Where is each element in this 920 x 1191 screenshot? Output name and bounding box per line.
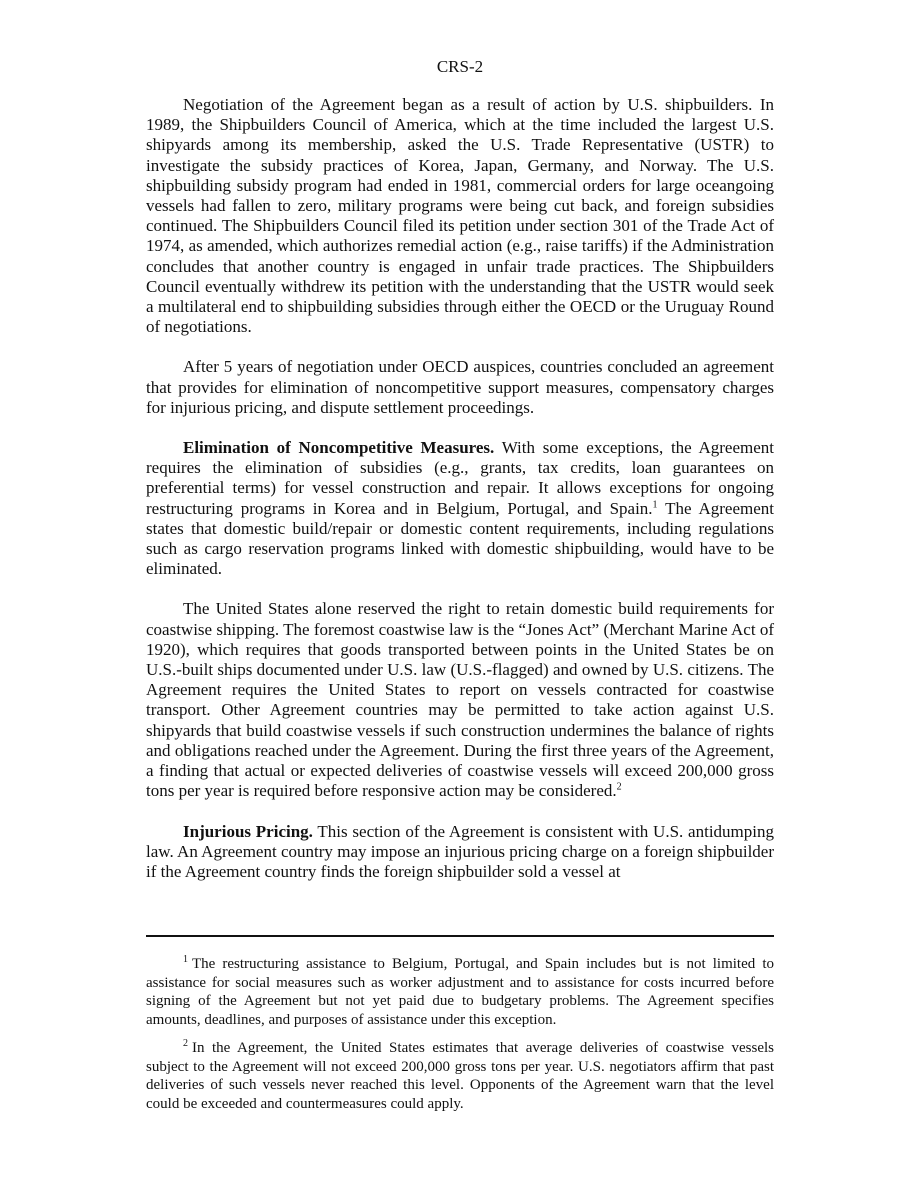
footnote-reference: 2 — [616, 781, 622, 793]
paragraph-text: This section of the Agreement is consistent with U.S. antidumping law. An Agreement country may impose an injurious pricing charge on a foreign shipbuilder if the Agreement country finds the foreign shipbuilder sold a vessel at — [146, 821, 774, 881]
paragraph-text: With some exceptions, the Agreement requires the elimination of subsidies (e.g., grants, tax credits, loan guarantees on preferential terms) for vessel construction and repair. It allows exceptions for ongoing restructuring programs in Korea and in Belgium, Portugal, and Spain. — [146, 438, 774, 518]
footnote-reference: 1 — [652, 499, 658, 510]
footnote-1 — [146, 955, 774, 1029]
paragraph-noncompetitive-measures — [146, 438, 774, 579]
footnote-number: 1 — [183, 954, 188, 965]
paragraph-negotiation-origin — [146, 95, 774, 337]
paragraph-oecd-agreement — [146, 357, 774, 418]
footnote-2 — [146, 1039, 774, 1113]
footnote-separator — [146, 935, 774, 937]
paragraph-jones-act — [146, 599, 774, 801]
footnote-text: In the Agreement, the United States estimates that average deliveries of coastwise vessels subject to the Agreement will not exceed 200,000 gross tons per year. U.S. negotiators affirm that past deliveries of such vessels never reached this level. Opponents of the Agreement warn that the level could be exceeded and countermeasures could apply. — [146, 1040, 774, 1112]
footnote-number: 2 — [183, 1038, 188, 1049]
page-number: CRS-2 — [436, 57, 484, 76]
section-heading-injurious-pricing: Injurious Pricing. — [183, 821, 313, 841]
footnotes — [146, 955, 774, 1123]
body-text — [146, 95, 774, 902]
footnote-text: The restructuring assistance to Belgium, Portugal, and Spain includes but is not limited to assistance for social measures such as worker adjustment and to assistance for costs incurred before signing of the Agreement but not yet paid due to budgetary problems. The Agreement specifies amounts, deadlines, and purposes of assistance under this exception. — [146, 956, 774, 1028]
paragraph-injurious-pricing — [146, 822, 774, 883]
paragraph-text: The United States alone reserved the right to retain domestic build requirements for coastwise shipping. The foremost coastwise law is the “Jones Act” (Merchant Marine Act of 1920), which requires that goods transported between points in the United States be on U.S.-built ships documented under U.S. law (U.S.-flagged) and owned by U.S. citizens. The Agreement requires the United States to report on vessels contracted for coastwise transport. Other Agreement countries may be permitted to take action against U.S. shipyards that build coastwise vessels if such construction undermines the balance of rights and obligations reached under the Agreement. During the first three years of the Agreement, a finding that actual or expected deliveries of coastwise vessels will exceed 200,000 gross tons per year is required before responsive action may be considered. — [146, 599, 774, 801]
section-heading-noncompetitive-measures: Elimination of Noncompetitive Measures. — [183, 438, 495, 458]
paragraph-text: Negotiation of the Agreement began as a result of action by U.S. shipbuilders. In 1989, the Shipbuilders Council of America, which at the time included the largest U.S. shipyards among its membership, asked the U.S. Trade Representative (USTR) to investigate the subsidy practices of Korea, Japan, Germany, and Norway. The U.S. shipbuilding subsidy program had ended in 1981, commercial orders for large oceangoing vessels had fallen to zero, military programs were being cut back, and foreign subsidies continued. The Shipbuilders Council filed its petition under section 301 of the Trade Act of 1974, as amended, which authorizes remedial action (e.g., raise tariffs) if the Administration concludes that another country is engaged in unfair trade practices. The Shipbuilders Council eventually withdrew its petition with the understanding that the USTR would seek a multilateral end to shipbuilding subsidies through either the OECD or the Uruguay Round of negotiations. — [146, 95, 774, 337]
paragraph-text: The Agreement states that domestic build/repair or domestic content requirements, including regulations such as cargo reservation programs linked with domestic shipbuilding, would have to be eliminated. — [146, 498, 774, 579]
paragraph-text: After 5 years of negotiation under OECD auspices, countries concluded an agreement that provides for elimination of noncompetitive support measures, compensatory charges for injurious pricing, and dispute settlement proceedings. — [146, 357, 774, 417]
